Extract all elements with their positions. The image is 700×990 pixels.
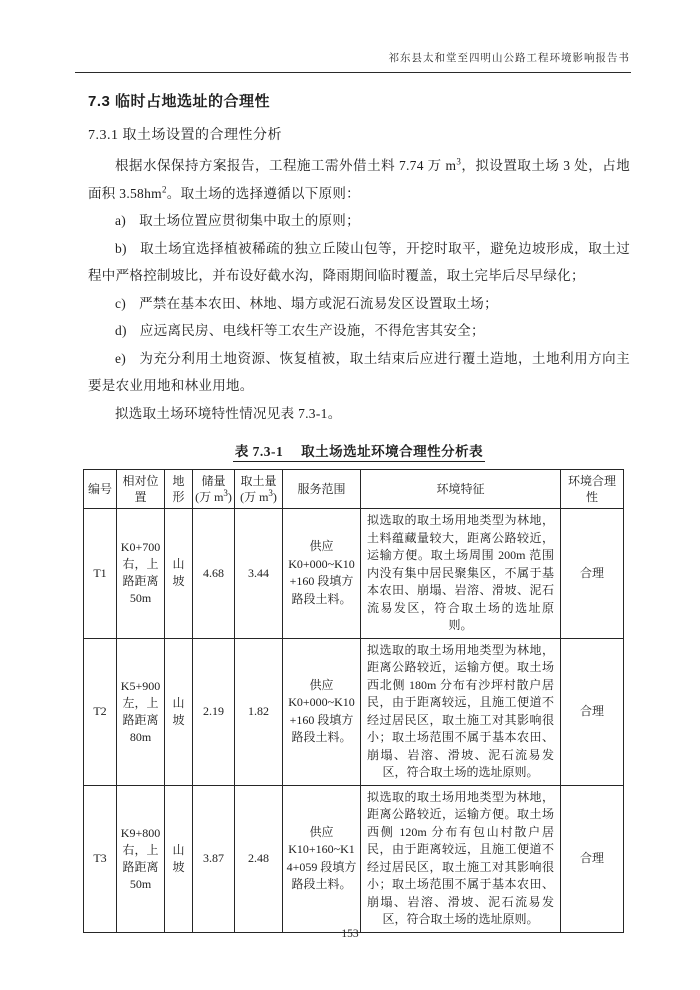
- volume-header-unit: (万 m: [240, 490, 269, 504]
- service-rest: K0+000~K10+160 段填方路段土料。: [288, 556, 355, 606]
- table-title-text: 表 7.3-1 取土场选址环境合理性分析表: [233, 444, 485, 462]
- col-header-terrain: 地形: [165, 470, 193, 509]
- cell-rationality: 合理: [561, 638, 624, 785]
- cell-reserve: 3.87: [193, 785, 235, 932]
- cell-volume: 1.82: [235, 638, 283, 785]
- cell-volume: 2.48: [235, 785, 283, 932]
- table-header-row: [84, 470, 624, 509]
- principle-item-c: [88, 290, 630, 318]
- intro-text-2: ，拟设置取土场 3 处，占地面积 3.58hm: [88, 158, 631, 201]
- volume-header-unit-close: ): [272, 490, 277, 504]
- cell-id: T1: [84, 509, 117, 639]
- section-heading: 7.3 临时占地选址的合理性: [88, 93, 271, 110]
- superscript-squared: 2: [161, 184, 167, 194]
- reserve-header-name: 储量: [201, 474, 226, 488]
- table-row-t1: [84, 509, 624, 639]
- principle-label-a: a): [115, 213, 127, 228]
- col-header-position: 相对位置: [117, 470, 165, 509]
- table-row-t2: [84, 638, 624, 785]
- cell-service: [283, 785, 361, 932]
- principle-text-c: 严禁在基本农田、林地、塌方或泥石流易发区设置取土场；: [139, 295, 498, 311]
- service-line1: 供应: [309, 677, 334, 692]
- intro-paragraph: [88, 152, 630, 207]
- closing-paragraph: 拟选取土场环境特性情况见表 7.3-1。: [115, 405, 342, 421]
- cell-reserve: 2.19: [193, 638, 235, 785]
- service-rest: K10+160~K14+059 段填方路段土料。: [286, 842, 357, 891]
- cell-position: K5+900左，上路距离80m: [117, 638, 165, 785]
- cell-features: 拟选取的取土场用地类型为林地，距离公路较近，运输方便。取土场西侧 120m 分布有包山村散户居民，由于距离较远，且施工便道不经过居民区，取土施工对其影响很小；取土场范围不属于基本农田、崩塌、岩溶、滑坡、泥石流易发区，符合取土场的选址原则。: [361, 785, 561, 932]
- principle-text-b: 取土场宜选择植被稀疏的独立丘陵山包等，开挖时取平，避免边坡形成，取土过程中严格控制坡比，并布设好截水沟，降雨期间临时覆盖，取土完毕后尽早绿化；: [88, 240, 630, 283]
- principle-item-b: [88, 235, 630, 290]
- cell-terrain: 山坡: [165, 638, 193, 785]
- principle-label-c: c): [115, 295, 127, 311]
- col-header-volume: [235, 470, 283, 509]
- col-header-features: 环境特征: [361, 470, 561, 509]
- cell-terrain: 山坡: [165, 785, 193, 932]
- cell-volume: 3.44: [235, 509, 283, 639]
- cell-service: [283, 509, 361, 639]
- intro-text-1: 根据水保保持方案报告，工程施工需外借土料 7.74 万 m: [115, 158, 457, 173]
- reserve-header-sup: 3: [223, 488, 228, 498]
- service-line1: 供应: [309, 824, 334, 839]
- principle-item-e: [88, 345, 630, 400]
- cell-position: K9+800右，上路距离50m: [117, 785, 165, 932]
- principle-item-a: [88, 207, 630, 235]
- borrow-pit-analysis-table: [83, 469, 624, 933]
- header-rule: [75, 72, 631, 73]
- cell-id: T3: [84, 785, 117, 932]
- principle-item-d: [88, 317, 630, 345]
- cell-service: [283, 638, 361, 785]
- cell-rationality: 合理: [561, 785, 624, 932]
- table-row-t3: [84, 785, 624, 932]
- volume-header-name: 取土量: [240, 474, 277, 488]
- col-header-rationality: 环境合理性: [561, 470, 624, 509]
- principle-label-d: d): [115, 323, 127, 338]
- cell-reserve: 4.68: [193, 509, 235, 639]
- col-header-service: 服务范围: [283, 470, 361, 509]
- intro-text-3: 。取土场的选择遵循以下原则：: [166, 185, 360, 201]
- service-line1: 供应: [309, 539, 334, 554]
- superscript-cubed: 3: [456, 156, 462, 167]
- cell-features: 拟选取的取土场用地类型为林地，距离公路较近，运输方便。取土场西北侧 180m 分布有沙坪村散户居民，由于距离较远，且施工便道不经过居民区，取土施工对其影响很小；取土场范围不属于基本农田、崩塌、岩溶、滑坡、泥石流易发区，符合取土场的选址原则。: [361, 638, 561, 785]
- principle-text-e: 为充分利用土地资源、恢复植被，取土结束后应进行覆土造地，土地利用方向主要是农业用地和林业用地。: [88, 350, 630, 393]
- principle-label-b: b): [115, 240, 127, 256]
- page-header-title: 祁东县太和堂至四明山公路工程环境影响报告书: [388, 53, 630, 64]
- cell-features: 拟选取的取土场用地类型为林地，土料蕴藏量较大，距离公路较近，运输方便。取土场周围 200m 范围内没有集中居民聚集区，不属于基本农田、崩塌、岩溶、滑坡、泥石流易发区，符合取土场的选址原则。: [361, 509, 561, 639]
- cell-id: T2: [84, 638, 117, 785]
- principle-text-d: 应远离民房、电线杆等工农生产设施，不得危害其安全；: [139, 323, 485, 338]
- subsection-heading: 7.3.1 取土场设置的合理性分析: [88, 128, 282, 143]
- cell-position: K0+700右，上路距离50m: [117, 509, 165, 639]
- reserve-header-unit-close: ): [227, 490, 232, 504]
- principle-label-e: e): [115, 350, 127, 366]
- page-number: 153: [341, 928, 359, 940]
- reserve-header-unit: (万 m: [195, 490, 224, 504]
- col-header-reserve: [193, 470, 235, 509]
- volume-header-sup: 3: [268, 488, 273, 498]
- service-rest: K0+000~K10+160 段填方路段土料。: [288, 695, 355, 744]
- principle-text-a: 取土场位置应贯彻集中取土的原则；: [139, 213, 360, 228]
- cell-rationality: 合理: [561, 509, 624, 639]
- table-title: [88, 440, 630, 460]
- col-header-id: 编号: [84, 470, 117, 509]
- cell-terrain: 山坡: [165, 509, 193, 639]
